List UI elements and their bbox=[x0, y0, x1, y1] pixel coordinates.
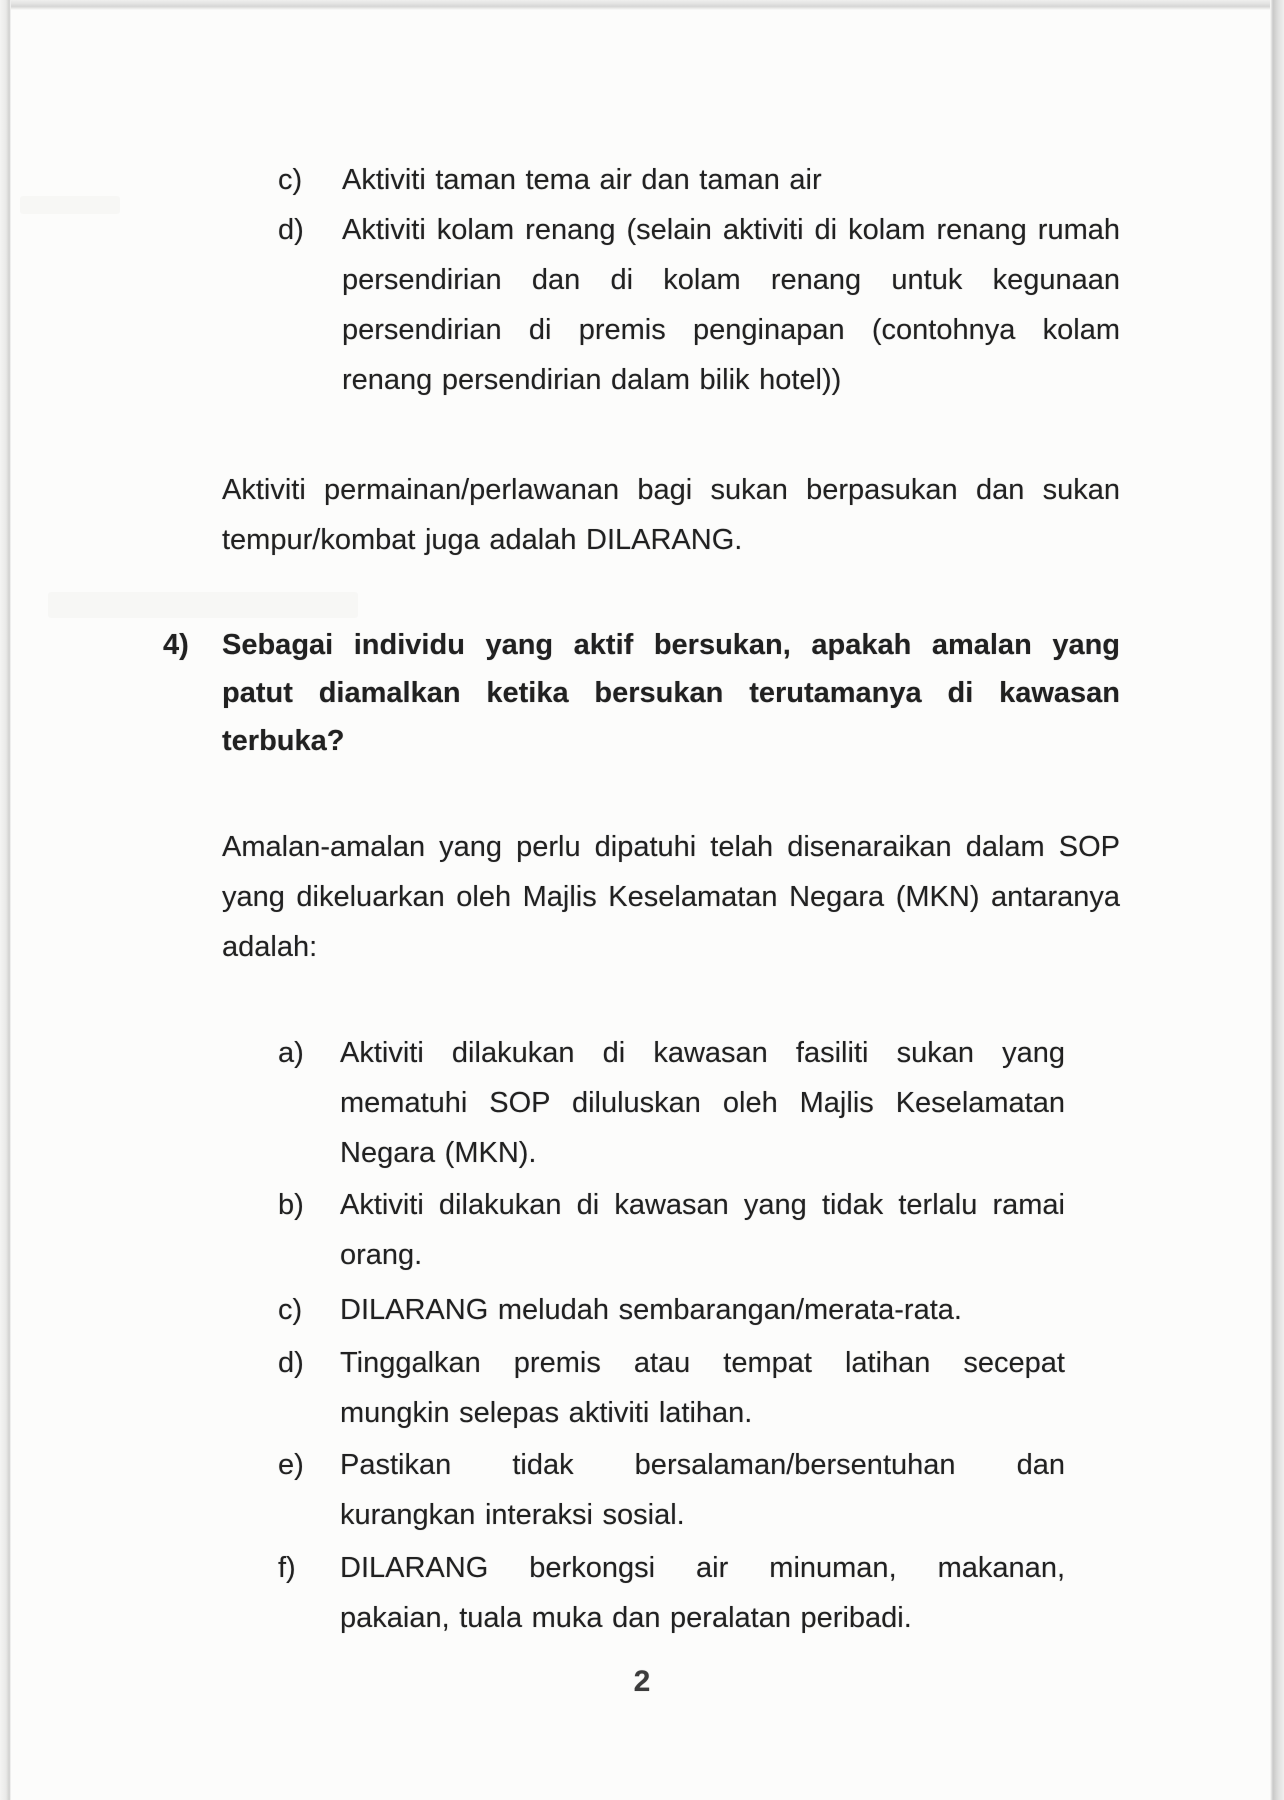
list-marker: d) bbox=[278, 214, 304, 246]
paragraph-intro bbox=[222, 822, 1120, 972]
text-line: patut diamalkan ketika bersukan terutamanya di kawasan bbox=[222, 677, 1120, 709]
text-line: Aktiviti dilakukan di kawasan yang tidak terlalu ramai bbox=[340, 1189, 1065, 1221]
list-marker: d) bbox=[278, 1347, 304, 1379]
text-line: mungkin selepas aktiviti latihan. bbox=[340, 1397, 753, 1429]
text-line: terbuka? bbox=[222, 725, 345, 757]
text-line: Pastikan tidak bersalaman/bersentuhan dan bbox=[340, 1449, 1065, 1481]
list-item-b bbox=[278, 1180, 1065, 1280]
text-line: yang dikeluarkan oleh Majlis Keselamatan Negara (MKN) antaranya bbox=[222, 881, 1120, 913]
text-line: pakaian, tuala muka dan peralatan peribadi. bbox=[340, 1602, 912, 1634]
paragraph-note bbox=[222, 465, 1120, 565]
list-marker: a) bbox=[278, 1037, 304, 1069]
text-line: Amalan-amalan yang perlu dipatuhi telah disenaraikan dalam SOP bbox=[222, 831, 1120, 863]
list-item-a bbox=[278, 1028, 1065, 1178]
question-number: 4) bbox=[163, 629, 189, 661]
text-line: persendirian di premis penginapan (contohnya kolam bbox=[342, 314, 1120, 346]
text-line: mematuhi SOP diluluskan oleh Majlis Keselamatan bbox=[340, 1087, 1065, 1119]
list-item-c-top bbox=[278, 155, 1120, 205]
text-line: DILARANG berkongsi air minuman, makanan, bbox=[340, 1552, 1065, 1584]
text-line: Aktiviti taman tema air dan taman air bbox=[342, 164, 822, 196]
text-line: tempur/kombat juga adalah DILARANG. bbox=[222, 524, 743, 556]
text-line: Sebagai individu yang aktif bersukan, apakah amalan yang bbox=[222, 629, 1120, 661]
list-marker: f) bbox=[278, 1552, 296, 1584]
list-item-d-top bbox=[278, 205, 1120, 405]
list-marker: c) bbox=[278, 1294, 303, 1326]
list-marker: e) bbox=[278, 1449, 304, 1481]
list-marker: c) bbox=[278, 164, 303, 196]
text-line: Negara (MKN). bbox=[340, 1137, 537, 1169]
text-line: DILARANG meludah sembarangan/merata-rata. bbox=[340, 1294, 962, 1326]
text-line: orang. bbox=[340, 1239, 423, 1271]
list-item-c bbox=[278, 1285, 1065, 1335]
text-line: renang persendirian dalam bilik hotel)) bbox=[342, 364, 842, 396]
text-line: adalah: bbox=[222, 931, 318, 963]
text-line: Tinggalkan premis atau tempat latihan secepat bbox=[340, 1347, 1065, 1379]
text-line: Aktiviti kolam renang (selain aktiviti di kolam renang rumah bbox=[342, 214, 1120, 246]
text-line: Aktiviti dilakukan di kawasan fasiliti sukan yang bbox=[340, 1037, 1065, 1069]
list-item-e bbox=[278, 1440, 1065, 1540]
text-line: kurangkan interaksi sosial. bbox=[340, 1499, 685, 1531]
text-line: Aktiviti permainan/perlawanan bagi sukan berpasukan dan sukan bbox=[222, 474, 1120, 506]
question-4-heading bbox=[163, 621, 1120, 765]
list-item-d bbox=[278, 1338, 1065, 1438]
list-item-f bbox=[278, 1543, 1065, 1643]
text-line: persendirian dan di kolam renang untuk kegunaan bbox=[342, 264, 1120, 296]
page-number: 2 bbox=[633, 1665, 651, 1698]
list-marker: b) bbox=[278, 1189, 304, 1221]
